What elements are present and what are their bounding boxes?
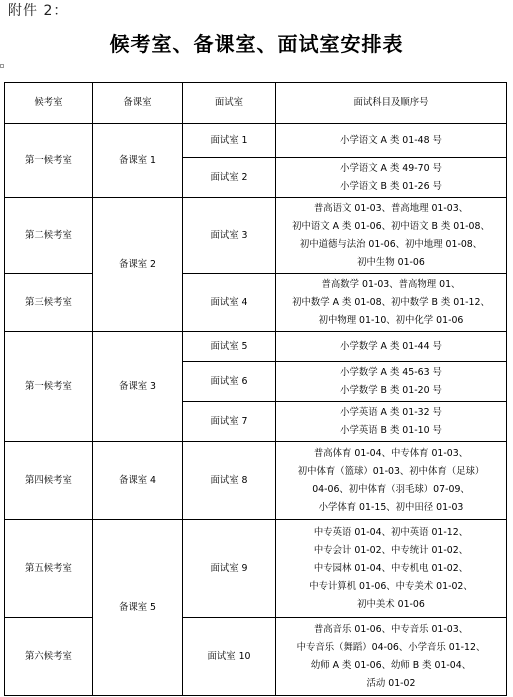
header-waiting-room: 候考室	[5, 83, 93, 124]
subject-line: 小学数学 A 类 45-63 号	[340, 366, 442, 378]
subject-line: 普高音乐 01-06、中专音乐 01-03、	[313, 623, 469, 635]
interview-room-cell: 面试室 3	[183, 198, 276, 274]
prep-room-cell: 备课室 3	[93, 332, 183, 442]
interview-room-cell: 面试室 4	[183, 274, 276, 332]
subject-line: 中专园林 01-04、中专机电 01-02、	[313, 562, 469, 574]
interview-room-cell: 面试室 2	[183, 158, 276, 198]
subject-line: 小学体育 01-15、初中田径 01-03	[318, 501, 464, 513]
header-subjects: 面试科目及顺序号	[276, 83, 507, 124]
waiting-room-cell: 第四候考室	[5, 442, 93, 520]
page-title: 候考室、备课室、面试室安排表	[109, 32, 404, 56]
prep-room-cell: 备课室 4	[93, 442, 183, 520]
table-header-row	[5, 83, 507, 124]
subject-line: 中专英语 01-04、初中英语 01-12、	[313, 526, 469, 538]
subjects-cell	[276, 618, 507, 696]
subject-line: 小学语文 A 类 01-48 号	[340, 134, 442, 146]
subject-line: 小学英语 A 类 01-32 号	[340, 406, 442, 418]
subject-line: 初中体育（篮球）01-03、初中体育（足球）	[297, 465, 485, 477]
subject-line: 小学语文 A 类 49-70 号	[340, 162, 442, 174]
subject-line: 初中美术 01-06	[357, 598, 425, 610]
interview-room-cell: 面试室 7	[183, 402, 276, 442]
subject-line: 初中语文 A 类 01-06、初中语文 B 类 01-08、	[292, 220, 490, 232]
interview-room-cell: 面试室 10	[183, 618, 276, 696]
subject-line: 中专会计 01-02、中专统计 01-02、	[313, 544, 469, 556]
subjects-cell	[276, 442, 507, 520]
table-row	[5, 274, 507, 332]
interview-room-cell: 面试室 5	[183, 332, 276, 362]
interview-room-cell: 面试室 1	[183, 124, 276, 158]
subject-line: 中专音乐（舞蹈）04-06、小学音乐 01-12、	[296, 641, 486, 653]
subject-line: 幼师 A 类 01-06、幼师 B 类 01-04、	[310, 659, 472, 671]
subjects-cell	[276, 362, 507, 402]
subjects-cell	[276, 274, 507, 332]
arrangement-table	[4, 82, 507, 696]
subject-line: 初中数学 A 类 01-08、初中数学 B 类 01-12、	[292, 296, 490, 308]
subject-line: 04-06、初中体育（羽毛球）07-09、	[312, 483, 470, 495]
subjects-cell	[276, 332, 507, 362]
prep-room-cell: 备课室 1	[93, 124, 183, 198]
table-row	[5, 618, 507, 696]
header-prep-room: 备课室	[93, 83, 183, 124]
subject-line: 普高数学 01-03、普高物理 01、	[321, 278, 461, 290]
subject-line: 活动 01-02	[366, 677, 416, 689]
table-row	[5, 520, 507, 618]
table-row	[5, 124, 507, 158]
subject-line: 小学英语 B 类 01-10 号	[340, 424, 442, 436]
subject-line: 小学数学 A 类 01-44 号	[340, 340, 442, 352]
subjects-cell	[276, 402, 507, 442]
prep-room-cell: 备课室 5	[93, 520, 183, 696]
waiting-room-cell: 第六候考室	[5, 618, 93, 696]
table-row	[5, 442, 507, 520]
interview-room-cell: 面试室 8	[183, 442, 276, 520]
subjects-cell	[276, 198, 507, 274]
header-interview-room: 面试室	[183, 83, 276, 124]
subjects-cell	[276, 158, 507, 198]
waiting-room-cell: 第二候考室	[5, 198, 93, 274]
waiting-room-cell: 第三候考室	[5, 274, 93, 332]
waiting-room-cell: 第一候考室	[5, 332, 93, 442]
table-row	[5, 332, 507, 362]
subject-line: 小学数学 B 类 01-20 号	[340, 384, 442, 396]
subject-line: 普高语文 01-03、普高地理 01-03、	[313, 202, 469, 214]
subject-line: 普高体育 01-04、中专体育 01-03、	[313, 447, 469, 459]
waiting-room-cell: 第五候考室	[5, 520, 93, 618]
waiting-room-cell: 第一候考室	[5, 124, 93, 198]
subjects-cell	[276, 124, 507, 158]
table-row	[5, 198, 507, 274]
attachment-label: 附件 2：	[8, 3, 69, 19]
interview-room-cell: 面试室 6	[183, 362, 276, 402]
subject-line: 初中物理 01-10、初中化学 01-06	[318, 314, 464, 326]
subject-line: 中专计算机 01-06、中专美术 01-02、	[309, 580, 473, 592]
interview-room-cell: 面试室 9	[183, 520, 276, 618]
subjects-cell	[276, 520, 507, 618]
prep-room-cell: 备课室 2	[93, 198, 183, 332]
anchor-mark	[0, 64, 4, 68]
subject-line: 小学语文 B 类 01-26 号	[340, 180, 442, 192]
subject-line: 初中生物 01-06	[357, 256, 425, 268]
subject-line: 初中道德与法治 01-06、初中地理 01-08、	[299, 238, 483, 250]
